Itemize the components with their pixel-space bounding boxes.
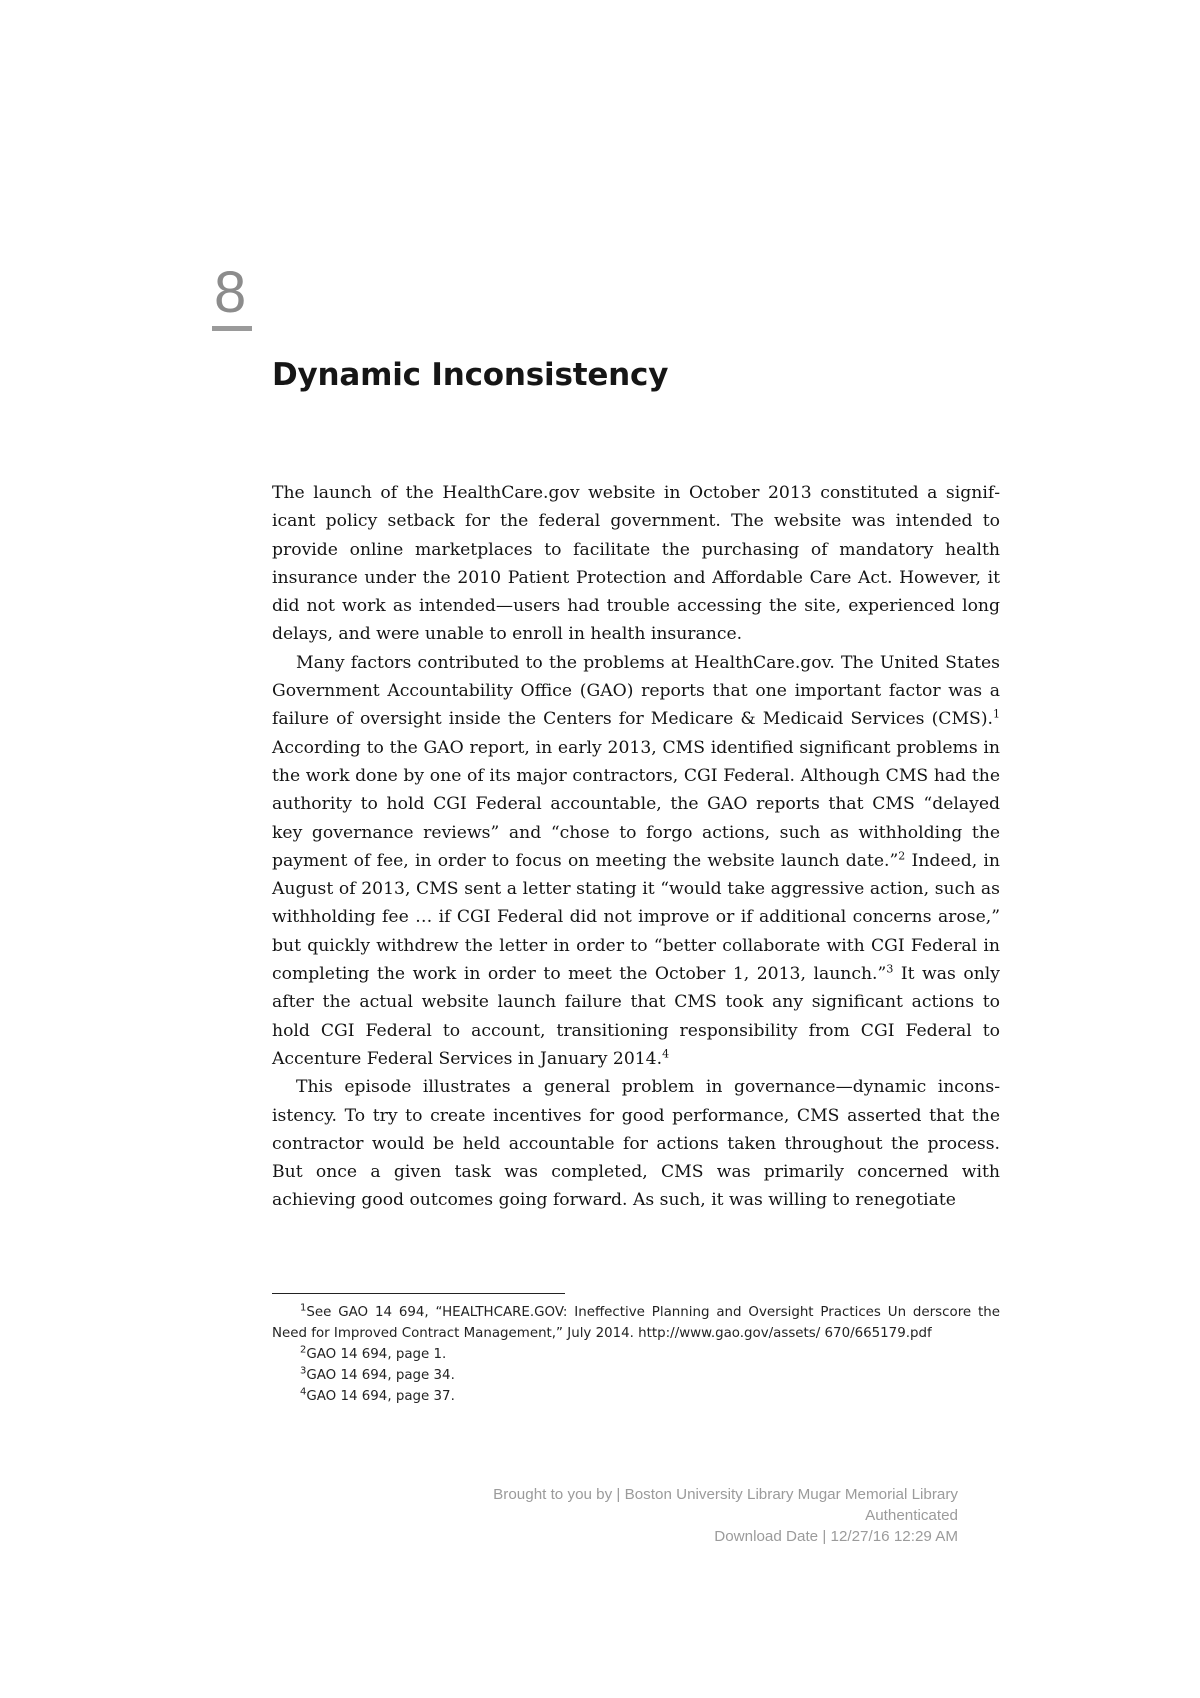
footnote-marker: 3 — [300, 1365, 307, 1377]
body-paragraph — [272, 479, 1000, 649]
footnote — [272, 1302, 1000, 1344]
body-paragraph — [272, 649, 1000, 1073]
footnote-marker: 2 — [300, 1344, 307, 1356]
watermark-line-provider: Brought to you by | Boston University Library Mugar Memorial Library — [493, 1486, 958, 1503]
footnote-text: GAO 14 694, page 1. — [306, 1347, 447, 1362]
body-text-run: The launch of the HealthCare.gov website in October 2013 constituted a significant policy setback for the federal government. The website was intended to provide online marketplaces to facilitate the purchasing of mandatory health insurance under the 2010 Patient Protection and Affordable Care Act. However, it did not work as intended—users had trouble accessing the site, experienced long delays, and were unable to enroll in health insurance. — [272, 483, 1000, 645]
footnote-reference: 4 — [662, 1047, 670, 1061]
body-text-run: This episode illustrates a general problem in governance—dynamic inconsistency. To try to create incentives for good performance, CMS asserted that the contractor would be held accountable for actions taken throughout the process. But once a given task was completed, CMS was primarily concerned with achieving good outcomes going forward. As such, it was willing to renegotiate — [272, 1077, 1000, 1211]
footnote-reference: 3 — [886, 962, 894, 976]
watermark-line-download-date: Download Date | 12/27/16 12:29 AM — [714, 1528, 958, 1545]
access-watermark — [493, 1484, 958, 1547]
footnote — [272, 1344, 1000, 1365]
body-paragraph — [272, 1073, 1000, 1214]
watermark-line-authenticated: Authenticated — [865, 1507, 958, 1524]
body-text-run: It was only after the actual website launch failure that CMS took any significant actions to hold CGI Federal to account, transitioning responsibility from CGI Federal to Accenture Federal Services in January 2014. — [272, 964, 1000, 1069]
chapter-number-rule — [212, 326, 252, 331]
body-text-run: According to the GAO report, in early 2013, CMS identified significant problems in the work done by one of its major contractors, CGI Federal. Although CMS had the authority to hold CGI Federal accountable, the GAO reports that CMS “delayed key governance reviews” and “chose to forgo actions, such as withholding the payment of fee, in order to focus on meeting the website launch date.” — [272, 737, 1000, 871]
footnote-text: GAO 14 694, page 37. — [306, 1389, 455, 1404]
chapter-body — [272, 479, 1000, 1215]
footnote-rule — [272, 1293, 565, 1294]
chapter-number: 8 — [214, 260, 247, 325]
body-text-run: Indeed, in August of 2013, CMS sent a letter stating it “would take aggressive action, such as withholding fee … if CGI Federal did not improve or if additional concerns arose,” but quickly withdrew the letter in order to “better collaborate with CGI Federal in completing the work in order to meet the October 1, 2013, launch.” — [272, 850, 1000, 985]
footnote-marker: 1 — [300, 1302, 307, 1314]
footnote-reference: 2 — [898, 849, 906, 863]
footnote-text: See GAO 14 694, “HEALTHCARE.GOV: Ineffective Planning and Oversight Practices Un derscore the Need for Improved Contract Management,” July 2014. http://www.gao.gov/assets/ 670/665179.pdf — [272, 1305, 1000, 1341]
chapter-title: Dynamic Inconsistency — [272, 357, 669, 393]
footnote-text: GAO 14 694, page 34. — [306, 1368, 455, 1383]
footnote — [272, 1365, 1000, 1386]
footnotes — [272, 1302, 1000, 1407]
footnote — [272, 1386, 1000, 1407]
body-text-run: Many factors contributed to the problems at HealthCare.gov. The United States Government Accountability Office (GAO) reports that one important factor was a failure of oversight inside the Centers for Medicare & Medicaid Services (CMS). — [272, 652, 1000, 730]
footnote-marker: 4 — [300, 1386, 307, 1398]
footnote-reference: 1 — [993, 707, 1000, 721]
